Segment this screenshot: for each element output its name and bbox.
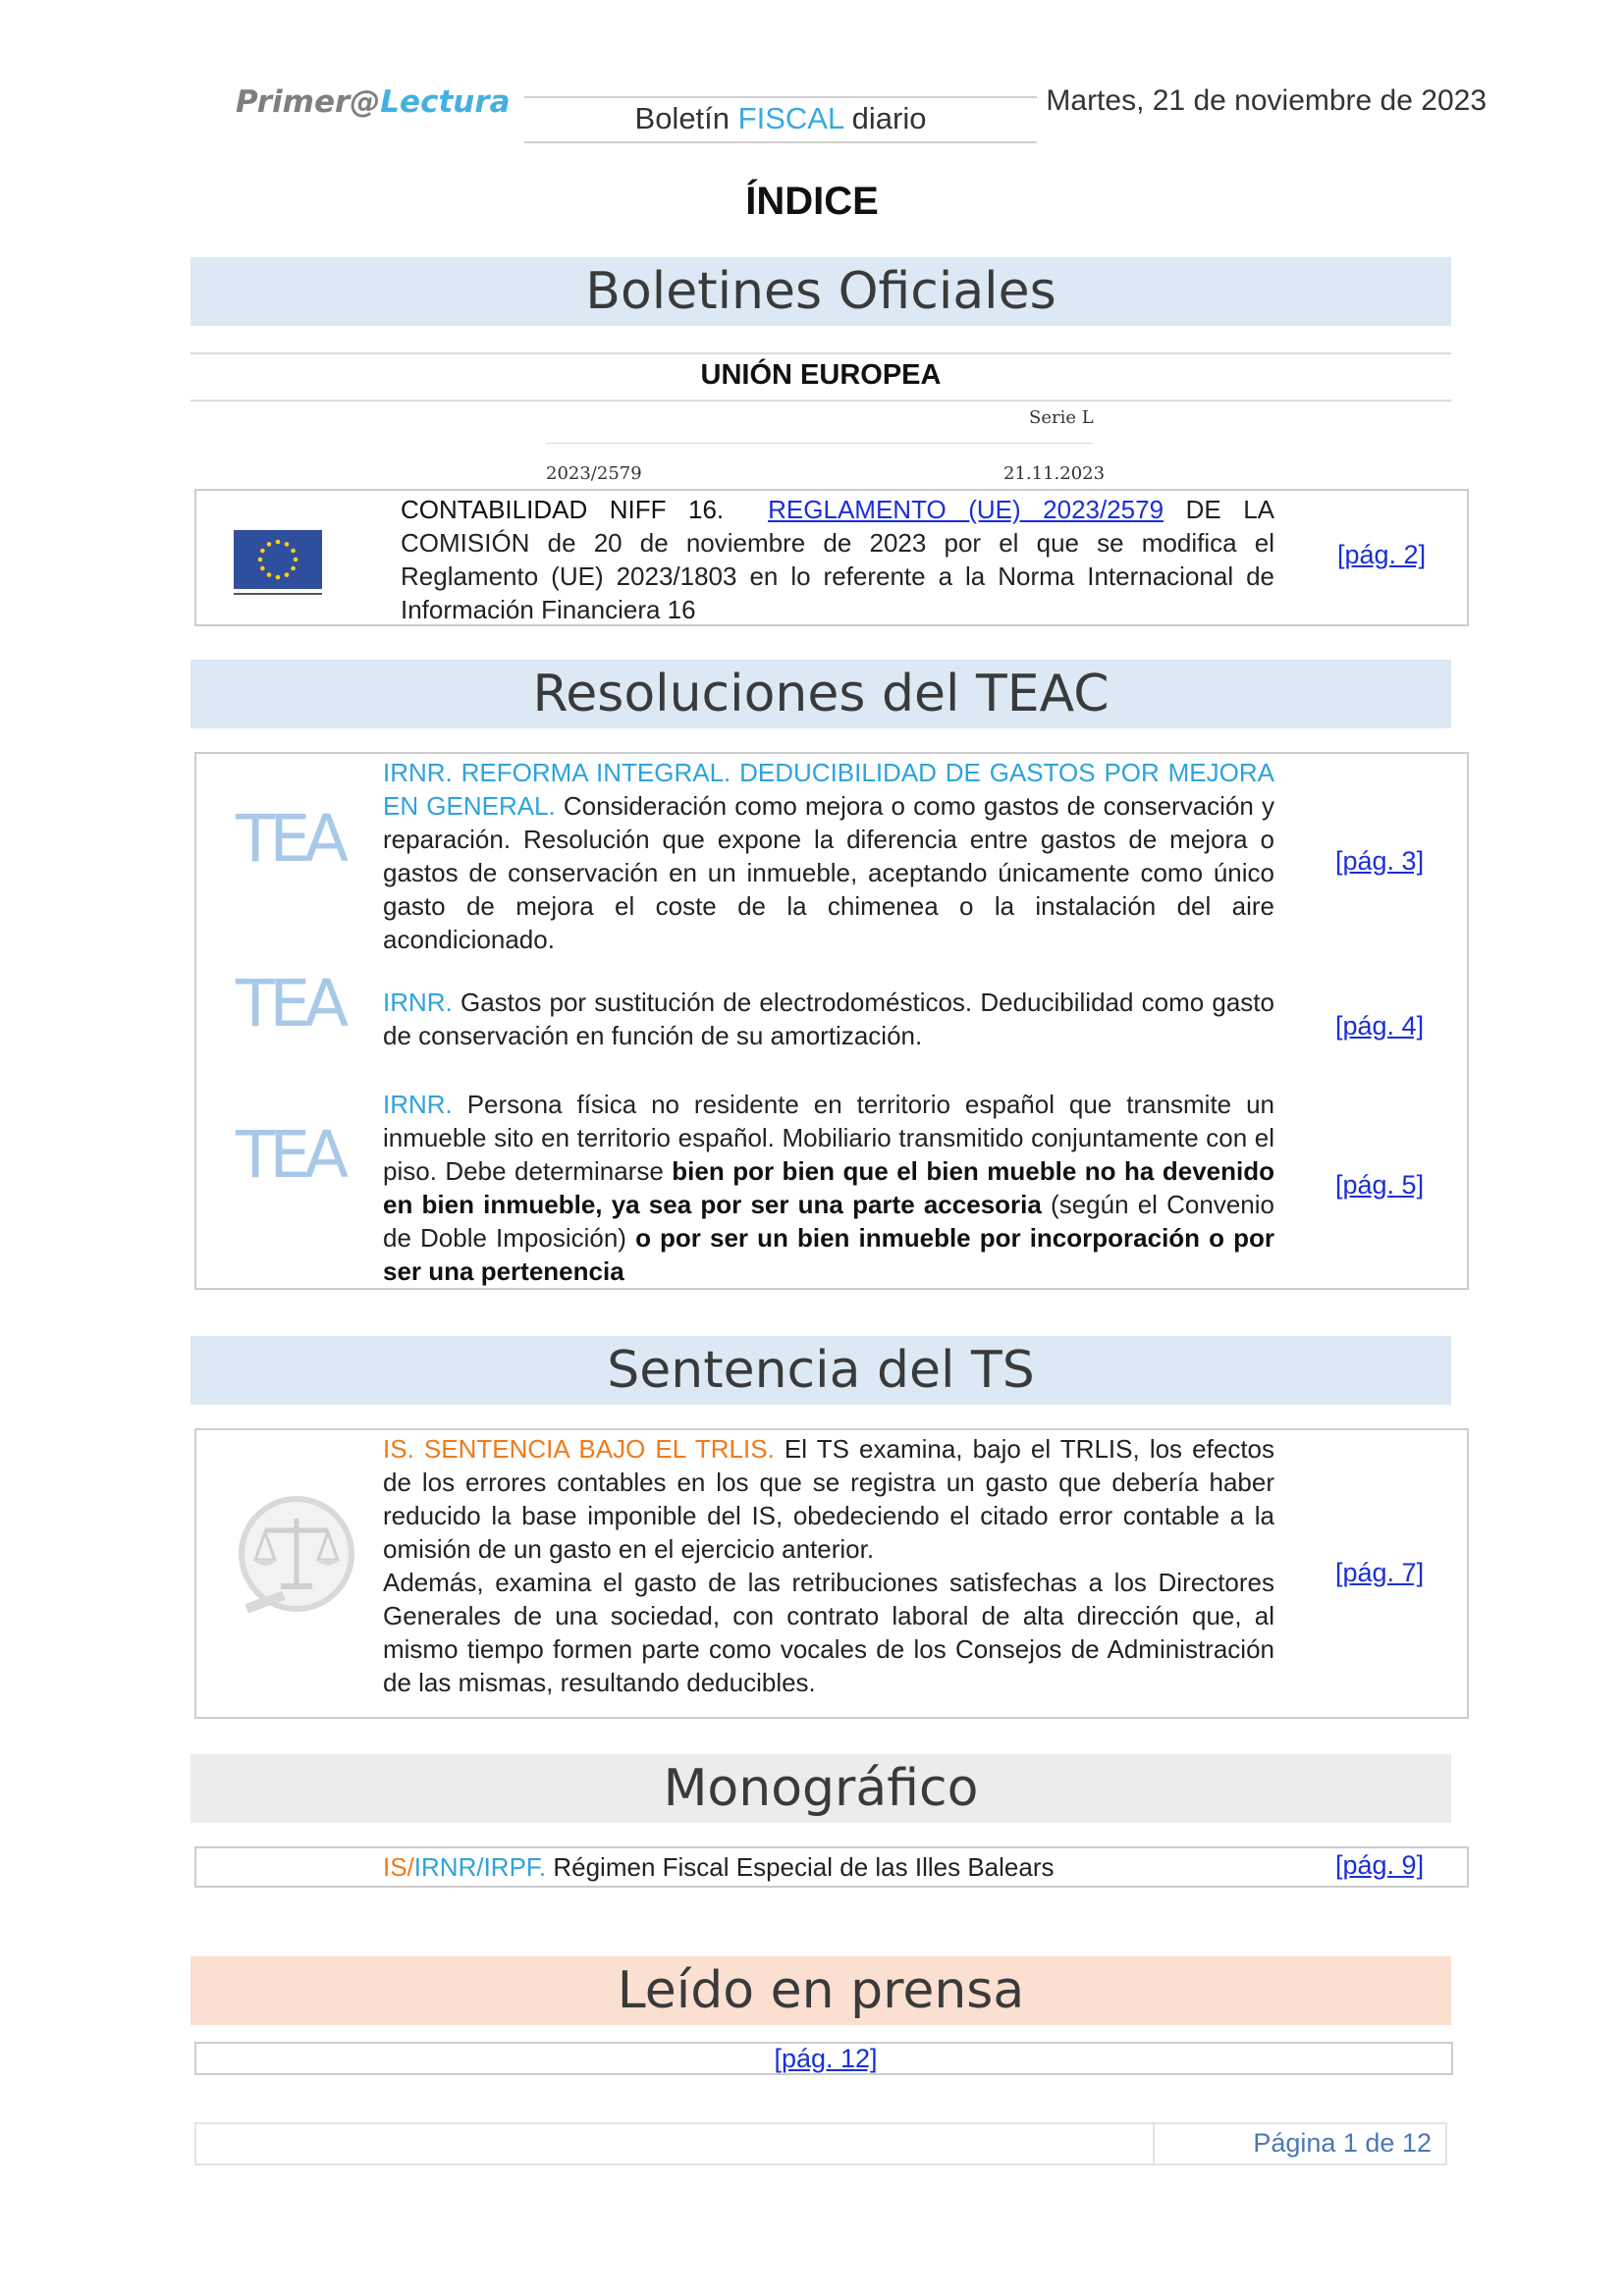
oj-number: 2023/2579	[546, 463, 642, 484]
oj-series: Serie L	[1029, 407, 1094, 428]
teac-entry-1-text	[383, 756, 1274, 956]
monografico-keyword-irnr-irpf: IRNR/IRPF.	[413, 1852, 547, 1882]
teac-entry-1-description: Consideración como mejora o como gastos de conservación y reparación. Resolución que expone la diferencia entre gastos de mejora o gastos de conservación en un inmueble, aceptando únicamente como único gasto de mejora el coste de la chimenea o la instalación del aire acondicionado.	[383, 791, 1275, 954]
ts-entry-keyword: IS. SENTENCIA BAJO EL TRLIS.	[383, 1434, 775, 1464]
logo-part1: Primer@	[236, 84, 381, 120]
section-banner-teac: Resoluciones del TEAC	[190, 660, 1451, 728]
eu-entry-page-link[interactable]: [pág. 2]	[1337, 540, 1427, 569]
oj-rule	[546, 443, 1092, 444]
prensa-page-link[interactable]: [pág. 12]	[774, 2044, 878, 2073]
teac-entry-3-description-a: Persona física no residente en territorio español que transmite un inmueble sito en territorio español. Mobiliario transmitido conjuntamente con el piso. Debe determinarse	[383, 1090, 1274, 1186]
eu-line-bottom	[190, 400, 1451, 401]
teac-entry-2-page-link[interactable]: [pág. 4]	[1335, 1011, 1425, 1041]
section-banner-monografico: Monográfico	[190, 1754, 1451, 1823]
tea-logo-icon: TEA	[236, 801, 344, 877]
footer-left-cell	[194, 2122, 1155, 2165]
bulletin-highlight: FISCAL	[737, 101, 844, 135]
tea-logo-icon: TEA	[236, 966, 344, 1041]
oj-date: 21.11.2023	[1003, 463, 1106, 484]
brand-logo	[236, 84, 511, 120]
ts-entry-description-b: Además, examina el gasto de las retribuciones satisfechas a los Directores Generales de una sociedad, con contrato laboral de alta dirección que, al mismo tiempo formen parte como vocales de los Consejos de Administración de las mismas, resultando deducibles.	[383, 1568, 1274, 1697]
eu-entry-text	[401, 493, 1274, 626]
teac-entry-3-page-link[interactable]: [pág. 5]	[1335, 1170, 1425, 1200]
eu-line-top	[190, 352, 1451, 354]
monografico-keyword-is: IS/	[383, 1852, 414, 1882]
monografico-page-link[interactable]: [pág. 9]	[1335, 1850, 1425, 1880]
eu-entry-keyword: CONTABILIDAD NIFF 16.	[401, 495, 725, 524]
header-line-top	[524, 96, 1037, 98]
monografico-entry-text	[383, 1850, 1274, 1884]
teac-entry-3-keyword: IRNR.	[383, 1090, 453, 1119]
eu-entry-description: DE LA COMISIÓN de 20 de noviembre de 2023 por el que se modifica el Reglamento (UE) 2023/1803 en lo referente a la Norma Internacional de Información Financiera 16	[401, 495, 1274, 624]
eu-subheader: UNIÓN EUROPEA	[700, 359, 942, 391]
teac-entries-box	[194, 752, 1469, 1290]
ts-entry-box	[194, 1428, 1469, 1719]
teac-entry-3-bold-a: bien por bien que el bien mueble no ha devenido en bien inmueble, ya sea por ser una parte accesoria	[383, 1156, 1275, 1219]
teac-entry-2-keyword: IRNR.	[383, 988, 453, 1017]
bulletin-prefix: Boletín	[634, 101, 738, 135]
monografico-description: Régimen Fiscal Especial de las Illes Balears	[546, 1852, 1055, 1882]
teac-entry-2-description: Gastos por sustitución de electrodomésticos. Deducibilidad como gasto de conservación en función de su amortización.	[383, 988, 1274, 1050]
section-banner-boletines: Boletines Oficiales	[190, 257, 1451, 326]
index-title: ÍNDICE	[745, 180, 879, 223]
teac-entry-3-text	[383, 1088, 1274, 1288]
logo-part2: Lectura	[380, 84, 511, 120]
teac-entry-1-page-link[interactable]: [pág. 3]	[1335, 846, 1425, 876]
eu-flag-icon	[234, 530, 322, 591]
header-line-bottom	[524, 141, 1037, 143]
teac-entry-3-description-b: (según el Convenio de Doble Imposición)	[383, 1190, 1274, 1253]
ts-entry-description-a: El TS examina, bajo el TRLIS, los efectos de los errores contables en los que se registra un gasto que debería haber reducido la base imponible del IS, obedeciendo el citado error contable a la omisión de un gasto en el ejercicio anterior.	[383, 1434, 1275, 1564]
bulletin-title	[524, 101, 1037, 136]
bulletin-date: Martes, 21 de noviembre de 2023	[1046, 84, 1487, 117]
regulation-link[interactable]: REGLAMENTO (UE) 2023/2579	[768, 495, 1164, 524]
ts-entry-text	[383, 1432, 1274, 1699]
footer-right-cell	[1153, 2122, 1447, 2165]
teac-entry-1-keyword: IRNR. REFORMA INTEGRAL. DEDUCIBILIDAD DE GASTOS POR MEJORA EN GENERAL.	[383, 758, 1274, 821]
tea-logo-icon: TEA	[236, 1117, 344, 1193]
section-banner-prensa: Leído en prensa	[190, 1956, 1451, 2025]
ts-entry-page-link[interactable]: [pág. 7]	[1335, 1558, 1425, 1587]
prensa-entry-box	[194, 2042, 1453, 2075]
teac-entry-3-bold-b: o por ser un bien inmueble por incorporación o por ser una pertenencia	[383, 1223, 1274, 1286]
page-number: Página 1 de 12	[1253, 2128, 1432, 2158]
monografico-entry-box	[194, 1846, 1469, 1888]
eu-entry-box	[194, 489, 1469, 626]
scales-of-justice-icon	[232, 1489, 361, 1619]
section-banner-ts: Sentencia del TS	[190, 1336, 1451, 1405]
bulletin-suffix: diario	[843, 101, 927, 135]
teac-entry-2-text	[383, 986, 1274, 1052]
